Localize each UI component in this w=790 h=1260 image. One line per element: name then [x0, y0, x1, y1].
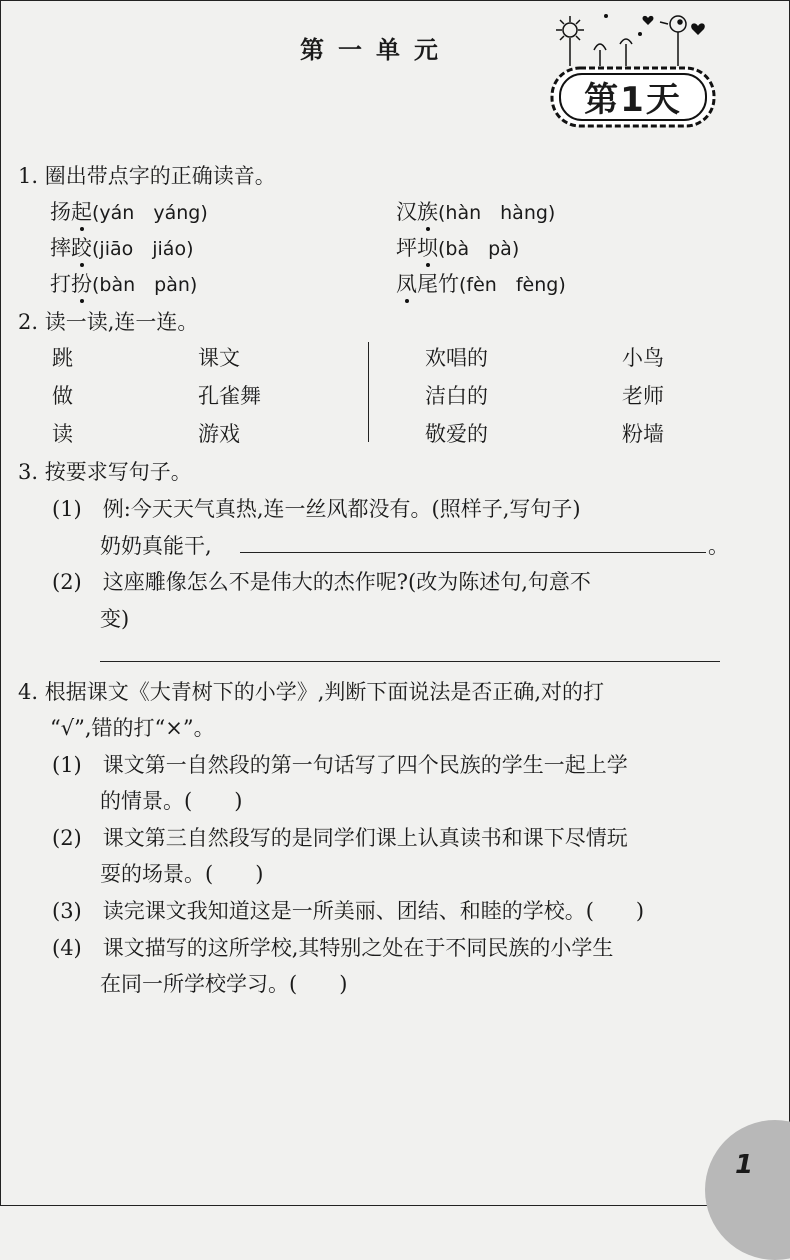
q4-s1-cont[interactable]: 的情景。( ): [100, 789, 243, 813]
q3-s1-start: 奶奶真能干,: [100, 534, 212, 558]
q1-item-5: 坪坝(bà pà): [396, 236, 520, 260]
dotted-char: 跤: [71, 236, 92, 260]
q4-title: 4. 根据课文《大青树下的小学》,判断下面说法是否正确,对的打: [18, 680, 605, 704]
q4-s3[interactable]: (3) 读完课文我知道这是一所美丽、团结、和睦的学校。( ): [52, 899, 645, 923]
dotted-char: 族: [417, 200, 438, 224]
q3-s2-prompt-cont: 变): [100, 607, 130, 631]
q2-object-3[interactable]: 游戏: [198, 422, 240, 446]
day-label: 第1天: [584, 80, 682, 120]
q3-s2-prompt: (2) 这座雕像怎么不是伟大的杰作呢?(改为陈述句,句意不: [52, 570, 591, 594]
q4-s1: (1) 课文第一自然段的第一句话写了四个民族的学生一起上学: [52, 753, 628, 777]
q3-s2-answer-line[interactable]: [100, 661, 720, 662]
q2-adj-2[interactable]: 洁白的: [425, 384, 488, 408]
q2-noun-3[interactable]: 粉墙: [622, 422, 664, 446]
pinyin-options[interactable]: (bà pà): [438, 238, 520, 260]
q3-s1-prompt: (1) 例:今天天气真热,连一丝风都没有。(照样子,写句子): [52, 497, 581, 521]
q1-item-3: 打扮(bàn pàn): [50, 272, 198, 296]
q2-title: 2. 读一读,连一连。: [18, 310, 199, 334]
day-badge: [548, 62, 718, 132]
page-number: 1: [735, 1150, 754, 1180]
q2-object-2[interactable]: 孔雀舞: [198, 384, 261, 408]
pinyin-options[interactable]: (fèn fèng): [459, 274, 566, 296]
q1-item-1: 扬起(yán yáng): [50, 200, 208, 224]
q2-object-1[interactable]: 课文: [198, 346, 240, 370]
q3-s1-end: 。: [708, 534, 729, 558]
q1-item-2: 摔跤(jiāo jiáo): [50, 236, 194, 260]
q4-s2: (2) 课文第三自然段写的是同学们课上认真读书和课下尽情玩: [52, 826, 628, 850]
q2-verb-3[interactable]: 读: [52, 422, 73, 446]
q3-title: 3. 按要求写句子。: [18, 460, 192, 484]
dotted-char: 凤: [396, 272, 417, 296]
q4-title-cont: “√”,错的打“×”。: [50, 716, 215, 740]
pinyin-options[interactable]: (hàn hàng): [438, 202, 556, 224]
pinyin-options[interactable]: (jiāo jiáo): [92, 238, 194, 260]
dotted-char: 扮: [71, 272, 92, 296]
q1-item-4: 汉族(hàn hàng): [396, 200, 556, 224]
q2-noun-1[interactable]: 小鸟: [622, 346, 664, 370]
q3-s1-answer-line[interactable]: [240, 552, 706, 553]
q1-title: 1. 圈出带点字的正确读音。: [18, 164, 276, 188]
q2-verb-1[interactable]: 跳: [52, 346, 73, 370]
q1-item-6: 凤尾竹(fèn fèng): [396, 272, 566, 296]
dotted-char: 坝: [417, 236, 438, 260]
q2-adj-1[interactable]: 欢唱的: [425, 346, 488, 370]
pinyin-options[interactable]: (yán yáng): [92, 202, 208, 224]
q4-s2-cont[interactable]: 耍的场景。( ): [100, 862, 264, 886]
q4-s4-cont[interactable]: 在同一所学校学习。( ): [100, 972, 348, 996]
q2-divider: [368, 342, 369, 442]
unit-title: 第一单元: [300, 36, 452, 64]
dotted-char: 起: [71, 200, 92, 224]
q2-adj-3[interactable]: 敬爱的: [425, 422, 488, 446]
q2-noun-2[interactable]: 老师: [622, 384, 664, 408]
pinyin-options[interactable]: (bàn pàn): [92, 274, 198, 296]
q4-s4: (4) 课文描写的这所学校,其特别之处在于不同民族的小学生: [52, 936, 614, 960]
flower-bird-decoration-icon: [550, 8, 710, 68]
q2-verb-2[interactable]: 做: [52, 384, 73, 408]
